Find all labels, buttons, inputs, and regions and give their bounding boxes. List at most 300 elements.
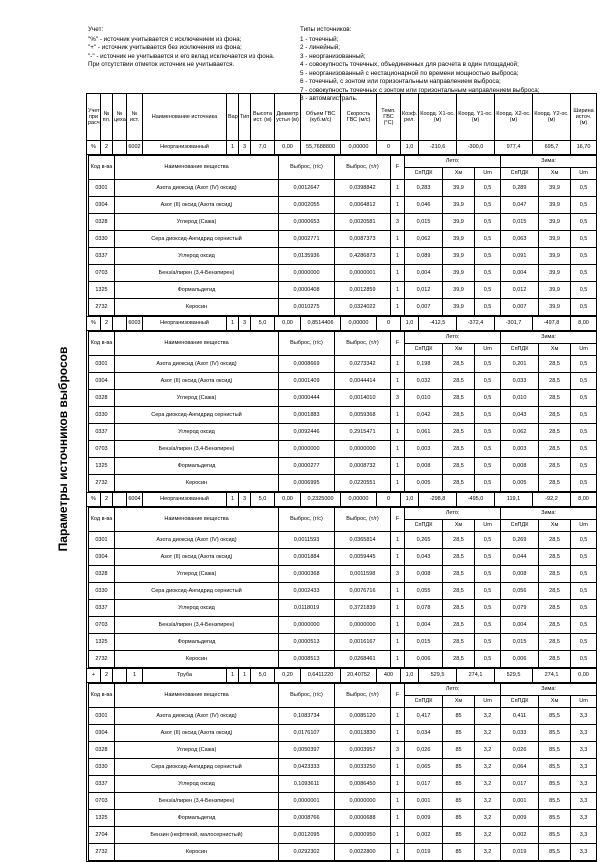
substance-summer-um: 0,5 [475,248,501,265]
substance-summer-xm: 85 [443,776,475,793]
substance-code: 0330 [89,759,115,776]
substance-summer-um: 0,5 [475,299,501,316]
substance-summer-um: 0,5 [475,424,501,441]
substance-emission-gs: 0,0008669 [279,356,335,373]
substance-winter-um: 3,3 [571,742,597,759]
substance-f: 1 [391,407,405,424]
substance-f: 1 [391,356,405,373]
substance-winter-xm: 28,5 [539,600,571,617]
substances-header-cell: Выброс, (т/г) [335,508,391,532]
account-legend [88,26,293,70]
substance-summer-um: 0,5 [475,180,501,197]
substance-row [89,827,597,844]
substance-row [89,776,597,793]
main-header-cell: № пл. [101,94,113,141]
substances-header-cell: Код в-ва [89,508,115,532]
substances-table [88,155,597,316]
substance-winter-sppdk: 0,289 [501,180,539,197]
substance-emission-tg: 0,0022800 [335,844,391,861]
substance-summer-um: 0,5 [475,475,501,492]
substance-f: 1 [391,373,405,390]
account-legend-title: Учет: [88,26,104,33]
substance-f: 1 [391,424,405,441]
season-group-cell: Зима: [501,508,597,520]
substance-winter-xm: 28,5 [539,424,571,441]
season-header-cell: Хм [443,696,475,708]
substances-header-row-1 [89,332,597,344]
substance-winter-um: 3,3 [571,793,597,810]
substance-winter-xm: 85,5 [539,759,571,776]
substance-name: Азота диоксид (Азот (IV) оксид) [115,532,279,549]
substance-name: Бенз/а/пирен (3,4-Бензпирен) [115,265,279,282]
main-header-cell: Высота ист. (м) [251,94,275,141]
substance-row [89,458,597,475]
season-header-cell: СпПДК [405,344,443,356]
substance-emission-tg: 0,0085120 [335,708,391,725]
substance-code: 0328 [89,742,115,759]
substance-winter-sppdk: 0,017 [501,776,539,793]
substance-summer-sppdk: 0,004 [405,265,443,282]
page-title: Параметры источников выбросов [56,346,70,552]
substance-winter-um: 0,5 [571,248,597,265]
substance-f: 1 [391,248,405,265]
substance-emission-tg: 0,0059445 [335,549,391,566]
substance-summer-xm: 39,9 [443,265,475,282]
substance-emission-tg: 0,0014010 [335,390,391,407]
substance-winter-um: 0,5 [571,265,597,282]
substance-f: 1 [391,725,405,742]
substance-row [89,810,597,827]
source-width: 0,00 [571,669,597,683]
substance-f: 1 [391,441,405,458]
season-header-cell: Хм [443,168,475,180]
substance-winter-xm: 39,9 [539,282,571,299]
substance-winter-xm: 28,5 [539,583,571,600]
substance-f: 1 [391,532,405,549]
substance-summer-sppdk: 0,078 [405,600,443,617]
substance-winter-um: 0,5 [571,651,597,668]
substance-summer-xm: 28,5 [443,634,475,651]
substance-winter-sppdk: 0,010 [501,390,539,407]
substance-name: Керосин [115,299,279,316]
substance-f: 1 [391,265,405,282]
season-header-cell: СпПДК [405,168,443,180]
substance-emission-tg: 0,0000950 [335,827,391,844]
substance-code: 2732 [89,475,115,492]
season-header-cell: СпПДК [501,168,539,180]
season-group-cell: Лето: [405,156,501,168]
substance-row [89,197,597,214]
main-header-row [87,94,597,141]
substance-winter-xm: 28,5 [539,617,571,634]
substance-winter-um: 0,5 [571,617,597,634]
substance-emission-tg: 0,0273342 [335,356,391,373]
note-line: 2 - линейный; [300,44,341,51]
substance-winter-sppdk: 0,063 [501,231,539,248]
substance-winter-xm: 39,9 [539,214,571,231]
substance-row [89,651,597,668]
substance-f: 1 [391,793,405,810]
source-y1: -372,4 [457,317,495,331]
substance-emission-gs: 0,0135936 [279,248,335,265]
season-group-cell: Лето: [405,332,501,344]
substance-summer-um: 0,5 [475,214,501,231]
substance-f: 1 [391,776,405,793]
substance-winter-xm: 39,9 [539,197,571,214]
substances-header-row-1 [89,156,597,168]
substance-emission-gs: 0,1093611 [279,776,335,793]
substance-emission-tg: 0,0000000 [335,441,391,458]
substance-summer-xm: 85 [443,742,475,759]
substance-winter-xm: 85,5 [539,810,571,827]
substance-f: 1 [391,759,405,776]
substance-f: 1 [391,844,405,861]
substance-code: 0337 [89,600,115,617]
substance-winter-um: 0,5 [571,475,597,492]
season-header-cell: СпПДК [405,696,443,708]
source-x1: -210,6 [419,141,457,155]
substance-winter-um: 0,5 [571,390,597,407]
substance-summer-sppdk: 0,019 [405,844,443,861]
note-line: "%" - источник учитывается с исключением из фона; [88,35,242,43]
substance-f: 1 [391,617,405,634]
source-width: 8,00 [571,493,597,507]
substance-winter-xm: 28,5 [539,532,571,549]
source-account: + [87,669,101,683]
season-group-cell: Зима: [501,332,597,344]
substances-header-row-1 [89,684,597,696]
substance-name: Керосин [115,475,279,492]
substance-winter-um: 0,5 [571,600,597,617]
substance-summer-sppdk: 0,001 [405,793,443,810]
substance-summer-xm: 28,5 [443,390,475,407]
substance-emission-tg: 0,0086450 [335,776,391,793]
source-variant: 1 [227,141,239,155]
substance-summer-sppdk: 0,034 [405,725,443,742]
substance-summer-xm: 28,5 [443,441,475,458]
substance-summer-um: 3,2 [475,725,501,742]
substances-cell [87,683,597,862]
substances-table [88,683,597,861]
substance-summer-xm: 28,5 [443,373,475,390]
substance-winter-xm: 85,5 [539,725,571,742]
season-header-cell: Хм [539,696,571,708]
substance-summer-sppdk: 0,032 [405,373,443,390]
substance-f: 3 [391,214,405,231]
substance-f: 1 [391,282,405,299]
substance-summer-sppdk: 0,006 [405,651,443,668]
substances-header-cell: Выброс, (г/с) [279,332,335,356]
note-line: "+" - источник учитывается без исключения из фона; [88,44,242,51]
substance-code: 2732 [89,844,115,861]
substance-f: 1 [391,651,405,668]
substance-winter-um: 0,5 [571,282,597,299]
substance-emission-tg: 0,0013830 [335,725,391,742]
substance-code: 0703 [89,793,115,810]
substance-winter-xm: 28,5 [539,373,571,390]
substance-row [89,356,597,373]
substance-winter-xm: 28,5 [539,566,571,583]
substance-row [89,617,597,634]
source-diameter: 0,00 [275,493,301,507]
source-temp: 400 [377,669,401,683]
source-name: Неорганизованный [143,493,227,507]
substance-summer-xm: 28,5 [443,356,475,373]
substance-emission-gs: 0,0176107 [279,725,335,742]
substance-code: 1325 [89,810,115,827]
substances-header-cell: Наименование вещества [115,332,279,356]
substances-header-row-1 [89,508,597,520]
substances-header-cell: Выброс, (т/г) [335,684,391,708]
source-type: 3 [239,317,251,331]
substance-summer-xm: 39,9 [443,197,475,214]
substance-winter-sppdk: 0,001 [501,793,539,810]
substance-summer-sppdk: 0,065 [405,759,443,776]
season-header-cell: Хм [539,168,571,180]
substance-f: 3 [391,390,405,407]
substance-winter-um: 0,5 [571,424,597,441]
substance-emission-tg: 0,0011598 [335,566,391,583]
substance-summer-sppdk: 0,005 [405,475,443,492]
substance-row [89,793,597,810]
main-header-cell: Объем ГВС (куб.м/с) [301,94,341,141]
note-line: "-" - источник не учитывается и его вклад исключается из фона. [88,52,275,60]
source-y2: 695,7 [533,141,571,155]
main-header-cell: Скорость ГВС (м/с) [341,94,377,141]
substance-summer-xm: 28,5 [443,407,475,424]
substances-header-cell: Наименование вещества [115,684,279,708]
substance-name: Углерод оксид [115,248,279,265]
substance-winter-sppdk: 0,047 [501,197,539,214]
substance-f: 3 [391,566,405,583]
substance-summer-sppdk: 0,042 [405,407,443,424]
substance-row [89,549,597,566]
substance-winter-sppdk: 0,005 [501,475,539,492]
substance-row [89,742,597,759]
source-name: Неорганизованный [143,141,227,155]
source-diameter: 0,00 [275,141,301,155]
substance-summer-sppdk: 0,055 [405,583,443,600]
substance-summer-sppdk: 0,002 [405,827,443,844]
substance-name: Углерод оксид [115,776,279,793]
substance-summer-sppdk: 0,010 [405,390,443,407]
substance-emission-gs: 0,0000277 [279,458,335,475]
source-diameter: 0,00 [275,317,301,331]
source-type: 3 [239,493,251,507]
substance-row [89,441,597,458]
substance-f: 1 [391,549,405,566]
source-volume: 55,7688800 [301,141,341,155]
source-shop [113,669,127,683]
substances-header-cell: Выброс, (г/с) [279,156,335,180]
substance-summer-sppdk: 0,046 [405,197,443,214]
substance-summer-um: 0,5 [475,600,501,617]
main-header-cell: Наименование источника [143,94,227,141]
substance-summer-xm: 39,9 [443,299,475,316]
substances-header-cell: Наименование вещества [115,156,279,180]
substance-name: Сера диоксид-Ангидрид сернистый [115,583,279,600]
season-header-cell: Хм [443,520,475,532]
main-header-cell: Коорд. Y1-ос. (м) [457,94,495,141]
season-header-cell: Um [571,696,597,708]
substance-summer-um: 3,2 [475,827,501,844]
source-types-title: Типы источников: [300,26,352,33]
substance-emission-gs: 0,0002055 [279,197,335,214]
substance-code: 0703 [89,265,115,282]
substance-winter-um: 3,3 [571,810,597,827]
season-header-cell: СпПДК [501,344,539,356]
substance-name: Керосин [115,651,279,668]
source-site: 2 [101,493,113,507]
substance-emission-tg: 0,0016167 [335,634,391,651]
substance-summer-sppdk: 0,015 [405,634,443,651]
substance-name: Углерод оксид [115,424,279,441]
substance-summer-um: 0,5 [475,583,501,600]
account-legend-lines [88,36,293,70]
season-group-cell: Лето: [405,508,501,520]
substances-table [88,507,597,668]
sources-table [86,93,597,862]
source-y1: -495,0 [457,493,495,507]
substance-emission-gs: 0,0001884 [279,549,335,566]
substance-f: 1 [391,708,405,725]
substance-code: 1325 [89,458,115,475]
substance-emission-tg: 0,0003957 [335,742,391,759]
note-line: При отсутствии отметок источник не учитывается. [88,61,235,68]
substance-winter-sppdk: 0,002 [501,827,539,844]
note-line: 4 - совокупность точечных, объединенных для расчета в один площадной; [300,61,519,68]
substance-f: 1 [391,197,405,214]
substance-row [89,583,597,600]
substance-winter-sppdk: 0,004 [501,617,539,634]
substance-emission-tg: 0,0064812 [335,197,391,214]
season-header-cell: Um [571,344,597,356]
substance-emission-gs: 0,0008513 [279,651,335,668]
substance-emission-tg: 0,0020581 [335,214,391,231]
substance-name: Углерод (Сажа) [115,214,279,231]
substance-summer-xm: 39,9 [443,231,475,248]
substances-header-cell: Выброс, (т/г) [335,156,391,180]
substance-summer-sppdk: 0,198 [405,356,443,373]
substance-winter-sppdk: 0,044 [501,549,539,566]
substance-summer-sppdk: 0,061 [405,424,443,441]
substance-winter-xm: 85,5 [539,708,571,725]
substance-f: 1 [391,810,405,827]
note-line: 5 - неорганизованный с нестационарной по времени мощностью выброса; [300,69,519,77]
substance-code: 0337 [89,248,115,265]
substance-summer-sppdk: 0,012 [405,282,443,299]
season-header-cell: Um [571,168,597,180]
substance-f: 1 [391,458,405,475]
substance-f: 1 [391,299,405,316]
substance-emission-gs: 0,0011593 [279,532,335,549]
substance-winter-sppdk: 0,019 [501,844,539,861]
substance-winter-sppdk: 0,015 [501,214,539,231]
substance-code: 0304 [89,725,115,742]
source-row [87,141,597,155]
substances-header-cell: F [391,332,405,356]
substance-f: 1 [391,475,405,492]
source-row [87,669,597,683]
source-x2: 119,1 [495,493,533,507]
substance-winter-sppdk: 0,091 [501,248,539,265]
substance-name: Азота диоксид (Азот (IV) оксид) [115,180,279,197]
substance-winter-xm: 28,5 [539,390,571,407]
substance-code: 0301 [89,180,115,197]
substance-emission-gs: 0,0001409 [279,373,335,390]
substance-winter-um: 0,5 [571,197,597,214]
substances-row-wrap [87,507,597,669]
substance-code: 0330 [89,231,115,248]
substance-summer-um: 0,5 [475,282,501,299]
substance-code: 2704 [89,827,115,844]
substance-emission-gs: 0,0012095 [279,827,335,844]
source-account: % [87,141,101,155]
substance-summer-xm: 39,9 [443,180,475,197]
source-site: 2 [101,317,113,331]
substances-header-cell: Код в-ва [89,684,115,708]
substance-summer-xm: 85 [443,827,475,844]
substances-header-cell: F [391,156,405,180]
source-relief: 1,0 [401,669,419,683]
substance-winter-xm: 28,5 [539,441,571,458]
main-header-cell: Диаметр устья (м) [275,94,301,141]
substance-code: 0330 [89,583,115,600]
substance-summer-sppdk: 0,008 [405,566,443,583]
substance-winter-xm: 85,5 [539,776,571,793]
substance-name: Формальдегид [115,282,279,299]
substances-header-cell: F [391,508,405,532]
substance-code: 0304 [89,549,115,566]
source-variant: 1 [227,317,239,331]
source-variant: 1 [227,493,239,507]
substance-summer-xm: 28,5 [443,583,475,600]
substance-winter-sppdk: 0,062 [501,424,539,441]
substance-row [89,844,597,861]
substance-winter-sppdk: 0,012 [501,282,539,299]
substance-emission-gs: 0,0000653 [279,214,335,231]
source-volume: 0,2325000 [301,493,341,507]
season-header-cell: Um [571,520,597,532]
source-speed: 0,00000 [341,493,377,507]
source-types-legend [300,26,570,104]
substance-name: Углерод (Сажа) [115,390,279,407]
substance-summer-sppdk: 0,026 [405,742,443,759]
substance-summer-xm: 28,5 [443,475,475,492]
substance-row [89,407,597,424]
substance-winter-xm: 28,5 [539,651,571,668]
source-y2: -92,2 [533,493,571,507]
substance-summer-um: 0,5 [475,407,501,424]
substance-emission-tg: 0,0033250 [335,759,391,776]
substance-name: Азота диоксид (Азот (IV) оксид) [115,708,279,725]
main-header-cell: № цеха [113,94,127,141]
substance-summer-xm: 28,5 [443,651,475,668]
substance-summer-xm: 85 [443,844,475,861]
substance-emission-tg: 0,0076716 [335,583,391,600]
substance-winter-sppdk: 0,079 [501,600,539,617]
substances-header-cell: Выброс, (т/г) [335,332,391,356]
main-header-cell: Коорд. Y2-ос. (м) [533,94,571,141]
substance-winter-xm: 85,5 [539,827,571,844]
substance-emission-tg: 0,0398842 [335,180,391,197]
substance-winter-xm: 39,9 [539,265,571,282]
substance-summer-sppdk: 0,043 [405,549,443,566]
substance-code: 1325 [89,634,115,651]
main-header-cell: Темп. ГВС (°С) [377,94,401,141]
substance-summer-sppdk: 0,017 [405,776,443,793]
substance-summer-um: 0,5 [475,634,501,651]
